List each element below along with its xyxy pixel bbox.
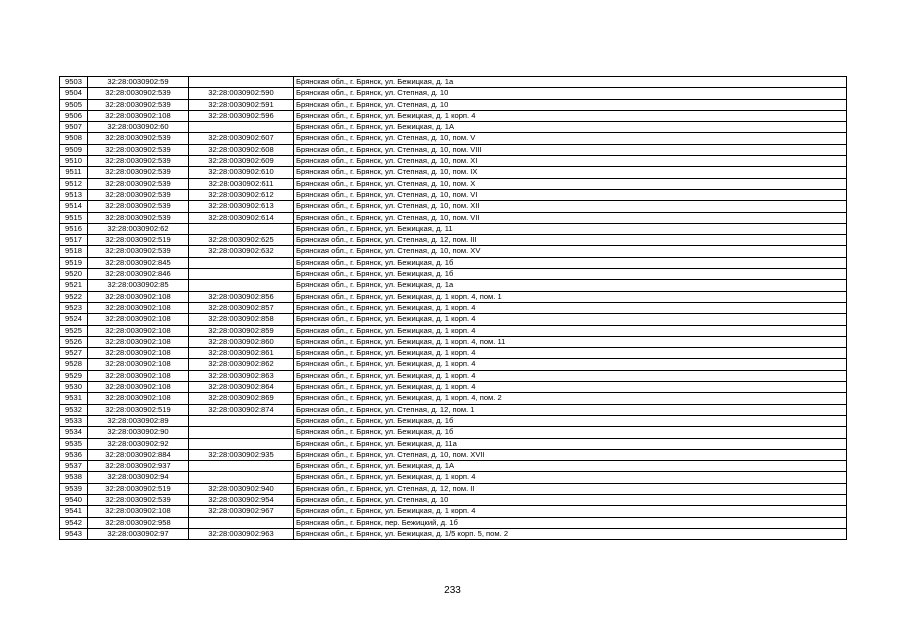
table-row <box>60 235 847 246</box>
cadastral-number-cell: 32:28:0030902:539 <box>88 494 189 505</box>
parent-cadastral-number-cell <box>189 517 294 528</box>
parent-cadastral-number-cell: 32:28:0030902:590 <box>189 88 294 99</box>
address-cell: Брянская обл., г. Брянск, ул. Бежицкая, д. 1 корп. 4 <box>294 110 847 121</box>
parent-cadastral-number-cell: 32:28:0030902:954 <box>189 494 294 505</box>
cadastral-number-cell: 32:28:0030902:539 <box>88 167 189 178</box>
row-number-cell: 9509 <box>60 144 88 155</box>
parent-cadastral-number-cell: 32:28:0030902:861 <box>189 348 294 359</box>
address-cell: Брянская обл., г. Брянск, ул. Степная, д. 10, пом. XI <box>294 156 847 167</box>
cadastral-number-cell: 32:28:0030902:97 <box>88 528 189 539</box>
address-cell: Брянская обл., г. Брянск, ул. Бежицкая, д. 1б <box>294 415 847 426</box>
address-cell: Брянская обл., г. Брянск, ул. Бежицкая, д. 1 корп. 4 <box>294 325 847 336</box>
parent-cadastral-number-cell: 32:28:0030902:859 <box>189 325 294 336</box>
registry-table <box>59 76 847 540</box>
row-number-cell: 9522 <box>60 291 88 302</box>
address-cell: Брянская обл., г. Брянск, ул. Бежицкая, д. 1 корп. 4, пом. 11 <box>294 336 847 347</box>
cadastral-number-cell: 32:28:0030902:519 <box>88 235 189 246</box>
table-row <box>60 483 847 494</box>
cadastral-number-cell: 32:28:0030902:937 <box>88 461 189 472</box>
address-cell: Брянская обл., г. Брянск, ул. Бежицкая, д. 1б <box>294 269 847 280</box>
parent-cadastral-number-cell: 32:28:0030902:967 <box>189 506 294 517</box>
parent-cadastral-number-cell <box>189 77 294 88</box>
table-row <box>60 201 847 212</box>
row-number-cell: 9506 <box>60 110 88 121</box>
table-row <box>60 178 847 189</box>
address-cell: Брянская обл., г. Брянск, ул. Бежицкая, д. 1 корп. 4 <box>294 314 847 325</box>
parent-cadastral-number-cell: 32:28:0030902:963 <box>189 528 294 539</box>
parent-cadastral-number-cell: 32:28:0030902:596 <box>189 110 294 121</box>
table-row <box>60 336 847 347</box>
parent-cadastral-number-cell: 32:28:0030902:864 <box>189 382 294 393</box>
address-cell: Брянская обл., г. Брянск, ул. Бежицкая, д. 1б <box>294 427 847 438</box>
row-number-cell: 9517 <box>60 235 88 246</box>
parent-cadastral-number-cell: 32:28:0030902:607 <box>189 133 294 144</box>
row-number-cell: 9508 <box>60 133 88 144</box>
address-cell: Брянская обл., г. Брянск, ул. Бежицкая, д. 1 корп. 4 <box>294 359 847 370</box>
table-row <box>60 393 847 404</box>
cadastral-number-cell: 32:28:0030902:539 <box>88 156 189 167</box>
row-number-cell: 9535 <box>60 438 88 449</box>
table-row <box>60 382 847 393</box>
table-row <box>60 110 847 121</box>
address-cell: Брянская обл., г. Брянск, ул. Степная, д. 10, пом. VIII <box>294 144 847 155</box>
address-cell: Брянская обл., г. Брянск, ул. Степная, д. 10 <box>294 99 847 110</box>
cadastral-number-cell: 32:28:0030902:60 <box>88 122 189 133</box>
address-cell: Брянская обл., г. Брянск, ул. Степная, д. 10, пом. VII <box>294 212 847 223</box>
row-number-cell: 9514 <box>60 201 88 212</box>
address-cell: Брянская обл., г. Брянск, ул. Бежицкая, д. 11а <box>294 438 847 449</box>
parent-cadastral-number-cell: 32:28:0030902:862 <box>189 359 294 370</box>
address-cell: Брянская обл., г. Брянск, ул. Степная, д. 12, пом. II <box>294 483 847 494</box>
table-row <box>60 494 847 505</box>
parent-cadastral-number-cell: 32:28:0030902:608 <box>189 144 294 155</box>
cadastral-number-cell: 32:28:0030902:108 <box>88 110 189 121</box>
parent-cadastral-number-cell <box>189 438 294 449</box>
row-number-cell: 9538 <box>60 472 88 483</box>
table-row <box>60 212 847 223</box>
table-row <box>60 246 847 257</box>
cadastral-number-cell: 32:28:0030902:519 <box>88 404 189 415</box>
table-row <box>60 427 847 438</box>
row-number-cell: 9537 <box>60 461 88 472</box>
page-number: 233 <box>444 585 461 596</box>
cadastral-number-cell: 32:28:0030902:958 <box>88 517 189 528</box>
address-cell: Брянская обл., г. Брянск, ул. Степная, д. 10, пом. X <box>294 178 847 189</box>
cadastral-number-cell: 32:28:0030902:108 <box>88 314 189 325</box>
address-cell: Брянская обл., г. Брянск, ул. Степная, д. 10, пом. IX <box>294 167 847 178</box>
parent-cadastral-number-cell: 32:28:0030902:863 <box>189 370 294 381</box>
address-cell: Брянская обл., г. Брянск, ул. Бежицкая, д. 1А <box>294 461 847 472</box>
cadastral-number-cell: 32:28:0030902:85 <box>88 280 189 291</box>
row-number-cell: 9513 <box>60 189 88 200</box>
table-row <box>60 144 847 155</box>
address-cell: Брянская обл., г. Брянск, ул. Степная, д. 10, пом. V <box>294 133 847 144</box>
cadastral-number-cell: 32:28:0030902:108 <box>88 370 189 381</box>
table-row <box>60 269 847 280</box>
parent-cadastral-number-cell: 32:28:0030902:935 <box>189 449 294 460</box>
row-number-cell: 9543 <box>60 528 88 539</box>
row-number-cell: 9505 <box>60 99 88 110</box>
cadastral-number-cell: 32:28:0030902:539 <box>88 201 189 212</box>
row-number-cell: 9510 <box>60 156 88 167</box>
address-cell: Брянская обл., г. Брянск, ул. Степная, д. 10, пом. XVII <box>294 449 847 460</box>
row-number-cell: 9531 <box>60 393 88 404</box>
row-number-cell: 9540 <box>60 494 88 505</box>
cadastral-number-cell: 32:28:0030902:108 <box>88 506 189 517</box>
cadastral-number-cell: 32:28:0030902:539 <box>88 178 189 189</box>
address-cell: Брянская обл., г. Брянск, ул. Бежицкая, д. 1 корп. 4 <box>294 472 847 483</box>
table-row <box>60 167 847 178</box>
cadastral-number-cell: 32:28:0030902:539 <box>88 99 189 110</box>
table-row <box>60 314 847 325</box>
address-cell: Брянская обл., г. Брянск, ул. Степная, д. 10 <box>294 88 847 99</box>
table-row <box>60 348 847 359</box>
cadastral-number-cell: 32:28:0030902:94 <box>88 472 189 483</box>
parent-cadastral-number-cell: 32:28:0030902:614 <box>189 212 294 223</box>
address-cell: Брянская обл., г. Брянск, ул. Бежицкая, д. 1 корп. 4 <box>294 302 847 313</box>
cadastral-number-cell: 32:28:0030902:539 <box>88 189 189 200</box>
cadastral-number-cell: 32:28:0030902:90 <box>88 427 189 438</box>
table-row <box>60 156 847 167</box>
cadastral-number-cell: 32:28:0030902:89 <box>88 415 189 426</box>
table-row <box>60 370 847 381</box>
row-number-cell: 9503 <box>60 77 88 88</box>
address-cell: Брянская обл., г. Брянск, ул. Степная, д. 12, пом. III <box>294 235 847 246</box>
table-row <box>60 528 847 539</box>
row-number-cell: 9541 <box>60 506 88 517</box>
row-number-cell: 9528 <box>60 359 88 370</box>
table-row <box>60 325 847 336</box>
address-cell: Брянская обл., г. Брянск, ул. Бежицкая, д. 1/5 корп. 5, пом. 2 <box>294 528 847 539</box>
address-cell: Брянская обл., г. Брянск, ул. Бежицкая, д. 1 корп. 4 <box>294 348 847 359</box>
parent-cadastral-number-cell: 32:28:0030902:613 <box>189 201 294 212</box>
table-row <box>60 415 847 426</box>
address-cell: Брянская обл., г. Брянск, ул. Степная, д. 10, пом. XV <box>294 246 847 257</box>
parent-cadastral-number-cell: 32:28:0030902:860 <box>189 336 294 347</box>
parent-cadastral-number-cell: 32:28:0030902:610 <box>189 167 294 178</box>
address-cell: Брянская обл., г. Брянск, ул. Бежицкая, д. 1А <box>294 122 847 133</box>
address-cell: Брянская обл., г. Брянск, ул. Бежицкая, д. 11 <box>294 223 847 234</box>
parent-cadastral-number-cell: 32:28:0030902:940 <box>189 483 294 494</box>
cadastral-number-cell: 32:28:0030902:92 <box>88 438 189 449</box>
address-cell: Брянская обл., г. Брянск, ул. Бежицкая, д. 1 корп. 4 <box>294 382 847 393</box>
cadastral-number-cell: 32:28:0030902:539 <box>88 88 189 99</box>
parent-cadastral-number-cell: 32:28:0030902:609 <box>189 156 294 167</box>
cadastral-number-cell: 32:28:0030902:884 <box>88 449 189 460</box>
row-number-cell: 9523 <box>60 302 88 313</box>
table-row <box>60 122 847 133</box>
table-row <box>60 449 847 460</box>
row-number-cell: 9524 <box>60 314 88 325</box>
cadastral-number-cell: 32:28:0030902:108 <box>88 382 189 393</box>
cadastral-number-cell: 32:28:0030902:539 <box>88 133 189 144</box>
row-number-cell: 9515 <box>60 212 88 223</box>
table-row <box>60 404 847 415</box>
address-cell: Брянская обл., г. Брянск, ул. Степная, д. 10, пом. XII <box>294 201 847 212</box>
row-number-cell: 9536 <box>60 449 88 460</box>
parent-cadastral-number-cell <box>189 415 294 426</box>
table-row <box>60 472 847 483</box>
row-number-cell: 9532 <box>60 404 88 415</box>
parent-cadastral-number-cell: 32:28:0030902:625 <box>189 235 294 246</box>
registry-table-body <box>60 77 847 540</box>
cadastral-number-cell: 32:28:0030902:108 <box>88 348 189 359</box>
cadastral-number-cell: 32:28:0030902:845 <box>88 257 189 268</box>
row-number-cell: 9526 <box>60 336 88 347</box>
table-row <box>60 291 847 302</box>
table-row <box>60 77 847 88</box>
address-cell: Брянская обл., г. Брянск, ул. Бежицкая, д. 1а <box>294 77 847 88</box>
parent-cadastral-number-cell <box>189 427 294 438</box>
parent-cadastral-number-cell: 32:28:0030902:858 <box>189 314 294 325</box>
table-row <box>60 280 847 291</box>
cadastral-number-cell: 32:28:0030902:59 <box>88 77 189 88</box>
table-row <box>60 517 847 528</box>
row-number-cell: 9520 <box>60 269 88 280</box>
cadastral-number-cell: 32:28:0030902:108 <box>88 325 189 336</box>
address-cell: Брянская обл., г. Брянск, ул. Степная, д. 12, пом. 1 <box>294 404 847 415</box>
cadastral-number-cell: 32:28:0030902:108 <box>88 291 189 302</box>
row-number-cell: 9511 <box>60 167 88 178</box>
row-number-cell: 9504 <box>60 88 88 99</box>
table-row <box>60 257 847 268</box>
table-row <box>60 133 847 144</box>
cadastral-number-cell: 32:28:0030902:108 <box>88 302 189 313</box>
cadastral-number-cell: 32:28:0030902:539 <box>88 212 189 223</box>
row-number-cell: 9527 <box>60 348 88 359</box>
parent-cadastral-number-cell: 32:28:0030902:632 <box>189 246 294 257</box>
cadastral-number-cell: 32:28:0030902:108 <box>88 393 189 404</box>
address-cell: Брянская обл., г. Брянск, пер. Бежицкий, д. 1б <box>294 517 847 528</box>
row-number-cell: 9519 <box>60 257 88 268</box>
row-number-cell: 9529 <box>60 370 88 381</box>
cadastral-number-cell: 32:28:0030902:539 <box>88 246 189 257</box>
table-row <box>60 506 847 517</box>
table-row <box>60 461 847 472</box>
table-row <box>60 302 847 313</box>
row-number-cell: 9530 <box>60 382 88 393</box>
address-cell: Брянская обл., г. Брянск, ул. Степная, д. 10 <box>294 494 847 505</box>
parent-cadastral-number-cell <box>189 257 294 268</box>
parent-cadastral-number-cell: 32:28:0030902:591 <box>189 99 294 110</box>
address-cell: Брянская обл., г. Брянск, ул. Бежицкая, д. 1а <box>294 280 847 291</box>
table-row <box>60 438 847 449</box>
parent-cadastral-number-cell: 32:28:0030902:856 <box>189 291 294 302</box>
address-cell: Брянская обл., г. Брянск, ул. Бежицкая, д. 1 корп. 4 <box>294 506 847 517</box>
row-number-cell: 9539 <box>60 483 88 494</box>
parent-cadastral-number-cell <box>189 461 294 472</box>
parent-cadastral-number-cell: 32:28:0030902:611 <box>189 178 294 189</box>
table-row <box>60 223 847 234</box>
address-cell: Брянская обл., г. Брянск, ул. Бежицкая, д. 1 корп. 4, пом. 1 <box>294 291 847 302</box>
row-number-cell: 9525 <box>60 325 88 336</box>
row-number-cell: 9534 <box>60 427 88 438</box>
row-number-cell: 9533 <box>60 415 88 426</box>
cadastral-number-cell: 32:28:0030902:539 <box>88 144 189 155</box>
parent-cadastral-number-cell <box>189 269 294 280</box>
table-row <box>60 88 847 99</box>
table-row <box>60 189 847 200</box>
parent-cadastral-number-cell <box>189 472 294 483</box>
address-cell: Брянская обл., г. Брянск, ул. Бежицкая, д. 1 корп. 4 <box>294 370 847 381</box>
row-number-cell: 9516 <box>60 223 88 234</box>
table-row <box>60 359 847 370</box>
row-number-cell: 9507 <box>60 122 88 133</box>
parent-cadastral-number-cell: 32:28:0030902:612 <box>189 189 294 200</box>
parent-cadastral-number-cell: 32:28:0030902:869 <box>189 393 294 404</box>
table-row <box>60 99 847 110</box>
row-number-cell: 9512 <box>60 178 88 189</box>
address-cell: Брянская обл., г. Брянск, ул. Бежицкая, д. 1б <box>294 257 847 268</box>
parent-cadastral-number-cell <box>189 280 294 291</box>
cadastral-number-cell: 32:28:0030902:62 <box>88 223 189 234</box>
cadastral-number-cell: 32:28:0030902:108 <box>88 359 189 370</box>
cadastral-number-cell: 32:28:0030902:846 <box>88 269 189 280</box>
parent-cadastral-number-cell <box>189 122 294 133</box>
address-cell: Брянская обл., г. Брянск, ул. Бежицкая, д. 1 корп. 4, пом. 2 <box>294 393 847 404</box>
cadastral-number-cell: 32:28:0030902:108 <box>88 336 189 347</box>
row-number-cell: 9542 <box>60 517 88 528</box>
cadastral-number-cell: 32:28:0030902:519 <box>88 483 189 494</box>
parent-cadastral-number-cell: 32:28:0030902:874 <box>189 404 294 415</box>
parent-cadastral-number-cell <box>189 223 294 234</box>
row-number-cell: 9521 <box>60 280 88 291</box>
row-number-cell: 9518 <box>60 246 88 257</box>
parent-cadastral-number-cell: 32:28:0030902:857 <box>189 302 294 313</box>
address-cell: Брянская обл., г. Брянск, ул. Степная, д. 10, пом. VI <box>294 189 847 200</box>
